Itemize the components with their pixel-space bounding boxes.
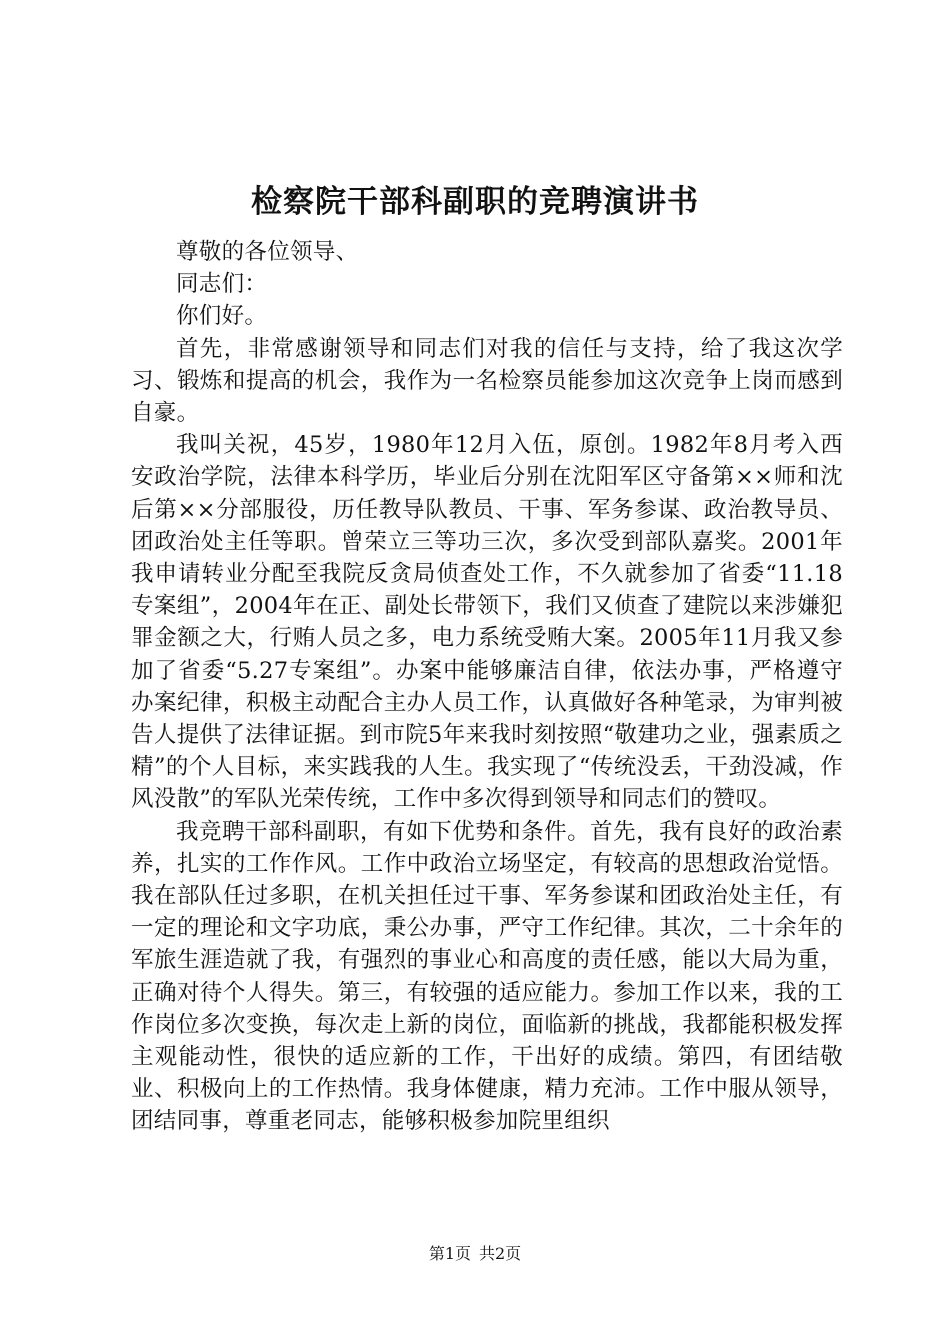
document-title: 检察院干部科副职的竞聘演讲书: [251, 184, 699, 220]
salutation-line-1: 尊敬的各位领导、: [176, 239, 359, 265]
salutation-line-2: 同志们：: [176, 271, 268, 298]
greeting-line: 你们好。: [176, 303, 268, 330]
page-number-total: 共2页: [479, 1244, 522, 1263]
paragraph-thanks: 首先，非常感谢领导和同志们对我的信任与支持，给了我这次学习、锻炼和提高的机会，我作为一名检察员能参加这次竞争上岗而感到自豪。: [131, 335, 843, 427]
page-footer: [0, 1243, 950, 1265]
page-number-current: 第1页: [428, 1244, 471, 1263]
document-body: [131, 236, 843, 1138]
paragraph-qualifications: 我竞聘干部科副职，有如下优势和条件。首先，我有良好的政治素养，扎实的工作作风。工作中政治立场坚定，有较高的思想政治觉悟。我在部队任过多职，在机关担任过干事、军务参谋和团政治处主任，有一定的理论和文字功底，秉公办事，严守工作纪律。其次，二十余年的军旅生涯造就了我，有强烈的事业心和高度的责任感，能以大局为重，正确对待个人得失。第三，有较强的适应能力。参加工作以来，我的工作岗位多次变换，每次走上新的岗位，面临新的挑战，我都能积极发挥主观能动性，很快的适应新的工作，干出好的成绩。第四，有团结敬业、积极向上的工作热情。我身体健康，精力充沛。工作中服从领导，团结同事，尊重老同志，能够积极参加院里组织: [131, 818, 843, 1135]
paragraph-background: 我叫关祝，45岁，1980年12月入伍，原创。1982年8月考入西安政治学院，法律本科学历，毕业后分别在沈阳军区守备第××师和沈后第××分部服役，历任教导队教员、干事、军务参谋、政治教导员、团政治处主任等职。曾荣立三等功三次，多次受到部队嘉奖。2001年我申请转业分配至我院反贪局侦查处工作，不久就参加了省委“11.18专案组”，2004年在正、副处长带领下，我们又侦查了建院以来涉嫌犯罪金额之大，行贿人员之多，电力系统受贿大案。2005年11月我又参加了省委“5.27专案组”。办案中能够廉洁自律，依法办事，严格遵守办案纪律，积极主动配合主办人员工作，认真做好各种笔录，为审判被告人提供了法律证据。到市院5年来我时刻按照“敬建功之业，强素质之精”的个人目标，来实践我的人生。我实现了“传统没丢，干劲没减，作风没散”的军队光荣传统，工作中多次得到领导和同志们的赞叹。: [131, 432, 843, 813]
